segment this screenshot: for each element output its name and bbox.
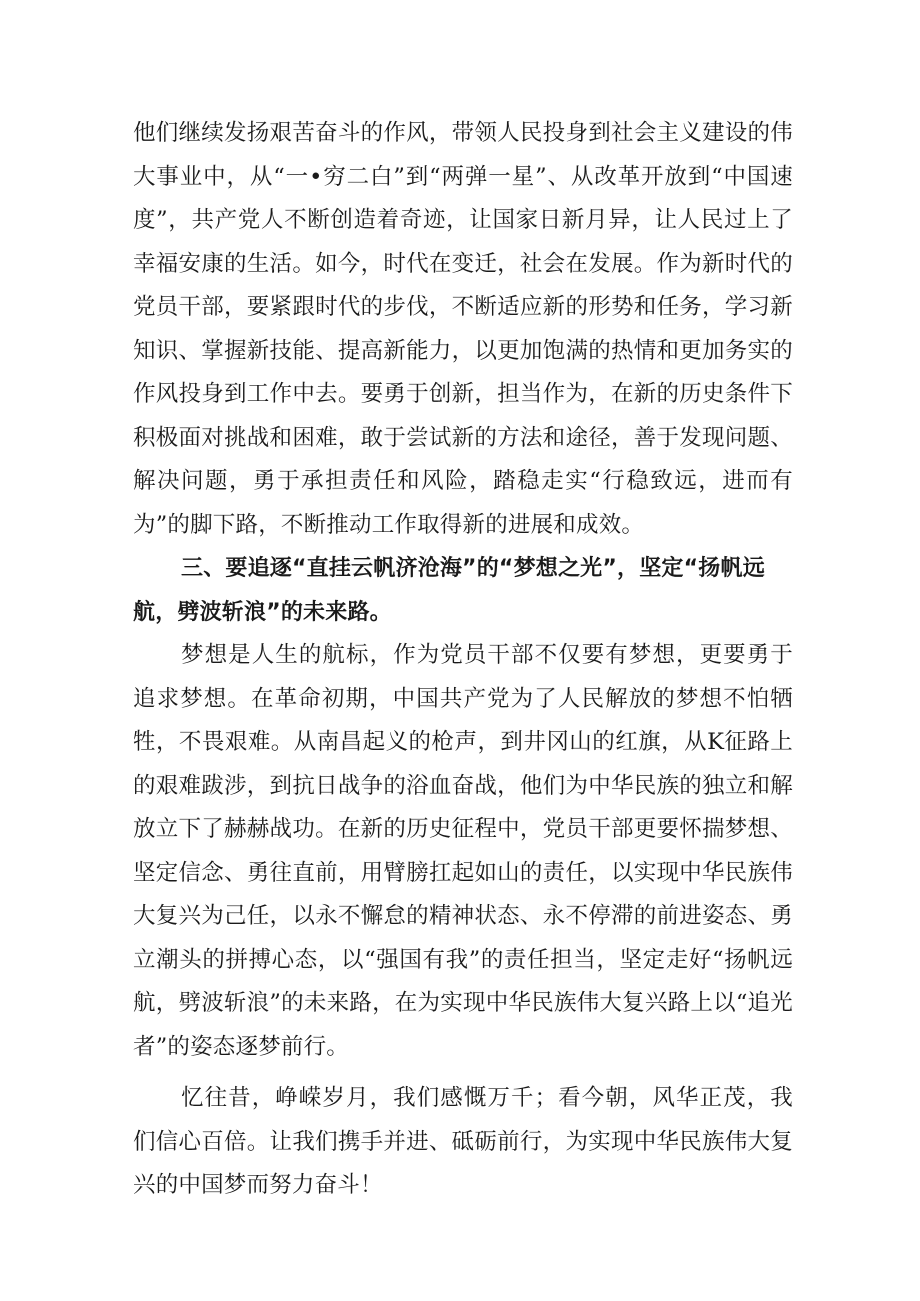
section-heading: 三、要追逐“直挂云帆济沧海”的“梦想之光”，坚定“扬帆远航，劈波斩浪”的未来路。 bbox=[133, 556, 765, 625]
body-paragraph: 他们继续发扬艰苦奋斗的作风，带领人民投身到社会主义建设的伟大事业中，从“一•穷二白”到“两弹一星”、从改革开放到“中国速度”，共产党人不断创造着奇迹，让国家日新月异，让人民过上了幸福安康的生活。如今，时代在变迁，社会在发展。作为新时代的党员干部，要紧跟时代的步伐，不断适应新的形势和任务，学习新知识、掌握新技能、提高新能力，以更加饱满的热情和更加务实的作风投身到工作中去。要勇于创新，担当作为，在新的历史条件下积极面对挑战和困难，敢于尝试新的方法和途径，善于发现问题、解决问题，勇于承担责任和风险，踏稳走实“行稳致远，进而有为”的脚下路，不断推动工作取得新的进展和成效。 bbox=[133, 120, 793, 538]
body-paragraph: 梦想是人生的航标，作为党员干部不仅要有梦想，更要勇于追求梦想。在革命初期，中国共产党为了人民解放的梦想不怕牺牲，不畏艰难。从南昌起义的枪声，到井冈山的红旗，从K征路上的艰难跋涉，到抗日战争的浴血奋战，他们为中华民族的独立和解放立下了赫赫战功。在新的历史征程中，党员干部更要怀揣梦想、坚定信念、勇往直前，用臂膀扛起如山的责任，以实现中华民族伟大复兴为己任，以永不懈怠的精神状态、永不停滞的前进姿态、勇立潮头的拼搏心态，以“强国有我”的责任担当，坚定走好“扬帆远航，劈波斩浪”的未来路，在为实现中华民族伟大复兴路上以“追光者”的姿态逐梦前行。 bbox=[133, 642, 793, 1060]
document-body bbox=[133, 112, 793, 1208]
paragraph-spacer bbox=[133, 1069, 793, 1077]
closing-paragraph: 忆往昔，峥嵘岁月，我们感慨万千；看今朝，风华正茂，我们信心百倍。让我们携手并进、砥砺前行，为实现中华民族伟大复兴的中国梦而努力奋斗！ bbox=[133, 1085, 793, 1198]
